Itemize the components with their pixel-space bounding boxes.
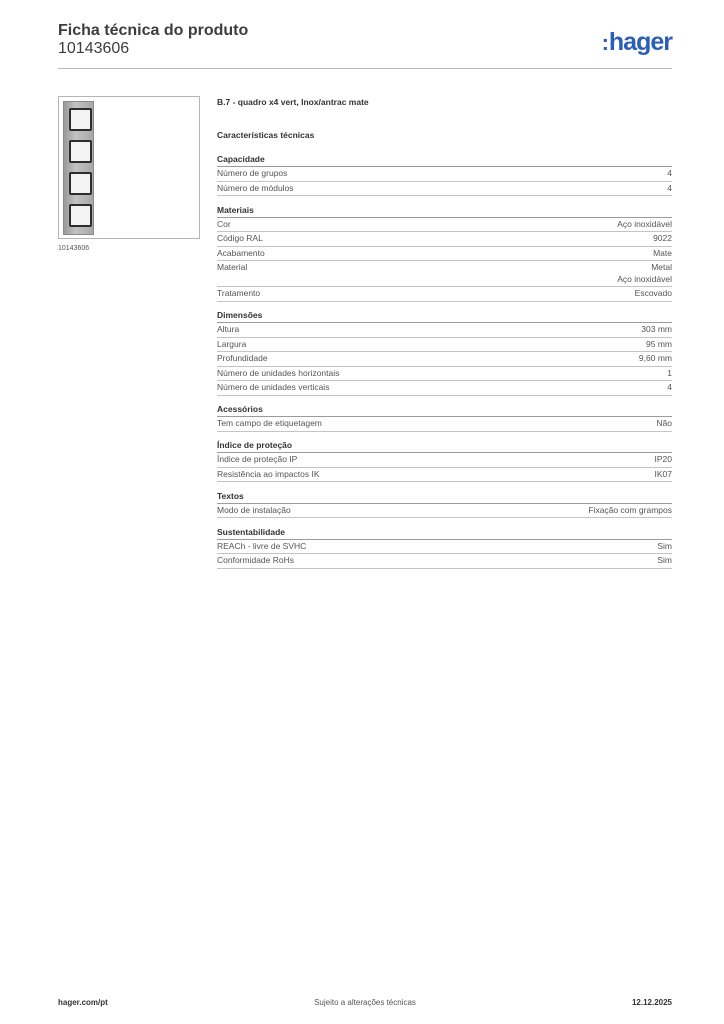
spec-section: [217, 205, 672, 302]
spec-value: [655, 454, 673, 466]
spec-value: [617, 219, 672, 231]
spec-value-line: Sim: [657, 555, 672, 565]
spec-row: [217, 367, 672, 382]
spec-label: Acabamento: [217, 247, 265, 258]
spec-row: [217, 247, 672, 262]
spec-row: [217, 453, 672, 468]
spec-value: [653, 248, 672, 260]
section-title: Materiais: [217, 205, 672, 218]
spec-label: Material: [217, 262, 248, 272]
spec-value-line: 1: [667, 367, 672, 378]
section-title: Dimensões: [217, 310, 672, 323]
spec-value-line: Mate: [653, 247, 672, 258]
spec-label: Tratamento: [217, 288, 261, 298]
spec-row: [217, 352, 672, 367]
section-title: Acessórios: [217, 404, 672, 417]
spec-value: [667, 368, 672, 380]
spec-row: [217, 287, 672, 302]
logo-colon-mark: :: [601, 30, 608, 55]
spec-value-line: 95 mm: [646, 338, 672, 349]
spec-label: Número de grupos: [217, 168, 288, 178]
spec-value-line: 9,60 mm: [638, 353, 672, 363]
spec-row: [217, 232, 672, 247]
spec-label: Conformidade RoHs: [217, 555, 295, 565]
spec-sections: [217, 154, 672, 569]
spec-value-line: IK07: [654, 468, 672, 479]
product-image: [58, 96, 200, 239]
spec-row: [217, 338, 672, 353]
spec-label: Resistência ao impactos IK: [217, 468, 320, 479]
spec-label: Modo de instalação: [217, 504, 291, 515]
spec-value: [588, 505, 672, 517]
spec-section: [217, 404, 672, 432]
spec-value: [657, 541, 672, 553]
spec-label: Cor: [217, 218, 231, 229]
spec-label: Altura: [217, 324, 240, 334]
spec-value: [667, 382, 672, 394]
spec-value-line: Não: [656, 418, 672, 428]
footer-date: 12.12.2025: [631, 998, 672, 1007]
spec-value: [667, 168, 672, 180]
spec-section: [217, 491, 672, 519]
section-title: Capacidade: [217, 154, 672, 167]
spec-row: [217, 218, 672, 233]
spec-row: [217, 167, 672, 182]
frame-slot: [69, 204, 92, 227]
hager-logo[interactable]: [602, 28, 672, 57]
section-title: Índice de proteção: [217, 440, 672, 453]
spec-value: [655, 469, 673, 481]
spec-value-line: Aço inoxidável: [617, 218, 672, 229]
section-title: Sustentabilidade: [217, 527, 672, 540]
spec-value-line: 4: [667, 182, 672, 193]
spec-value: [646, 339, 672, 351]
spec-value-line: 4: [667, 382, 672, 392]
frame-slot: [69, 108, 92, 131]
footer-disclaimer: Sujeito a alterações técnicas: [314, 998, 416, 1007]
spec-value-line: Metal: [651, 262, 672, 272]
spec-value: [657, 555, 672, 567]
spec-label: Código RAL: [217, 233, 263, 243]
spec-section: [217, 440, 672, 482]
product-name: B.7 - quadro x4 vert, Inox/antrac mate: [217, 97, 369, 107]
image-caption: 10143606: [58, 245, 90, 252]
spec-row: [217, 504, 672, 519]
spec-value-line: 4: [667, 168, 672, 178]
spec-value-line: Aço inoxidável: [617, 273, 672, 284]
footer-website-link[interactable]: hager.com/pt: [58, 998, 108, 1007]
spec-value-line: Escovado: [634, 288, 672, 298]
header-divider: [58, 68, 672, 69]
spec-value-line: 303 mm: [641, 324, 672, 334]
product-code: 10143606: [58, 40, 130, 57]
spec-row: [217, 540, 672, 555]
frame-illustration: [63, 101, 94, 235]
spec-label: REACh - livre de SVHC: [217, 540, 307, 551]
spec-row: [217, 182, 672, 197]
spec-label: Número de unidades horizontais: [217, 367, 340, 378]
page-title: Ficha técnica do produto: [58, 22, 249, 39]
spec-section: [217, 154, 672, 196]
spec-heading: Características técnicas: [217, 130, 315, 140]
spec-label: Tem campo de etiquetagem: [217, 418, 322, 428]
spec-label: Número de módulos: [217, 182, 294, 193]
spec-row: [217, 417, 672, 432]
spec-row: [217, 261, 672, 287]
spec-label: Largura: [217, 338, 247, 349]
spec-value: [656, 418, 672, 430]
spec-section: [217, 527, 672, 569]
section-title: Textos: [217, 491, 672, 504]
spec-row: [217, 554, 672, 569]
spec-value-line: Fixação com grampos: [588, 504, 672, 515]
spec-label: Número de unidades verticais: [217, 382, 330, 392]
frame-slot: [69, 172, 92, 195]
spec-value-line: IP20: [654, 454, 672, 464]
spec-value: [641, 324, 672, 336]
spec-row: [217, 323, 672, 338]
frame-slot: [69, 140, 92, 163]
spec-row: [217, 468, 672, 483]
spec-value: [639, 353, 672, 365]
spec-value: [635, 288, 672, 300]
spec-label: Profundidade: [217, 353, 268, 363]
spec-section: [217, 310, 672, 396]
spec-value: [653, 233, 672, 245]
logo-text: hager: [608, 28, 672, 56]
spec-value: [617, 262, 672, 285]
spec-value-line: Sim: [657, 540, 672, 551]
spec-value: [667, 183, 672, 195]
spec-label: Índice de proteção IP: [217, 454, 298, 464]
spec-value-line: 9022: [653, 233, 672, 243]
spec-content: [217, 96, 672, 577]
spec-row: [217, 381, 672, 396]
